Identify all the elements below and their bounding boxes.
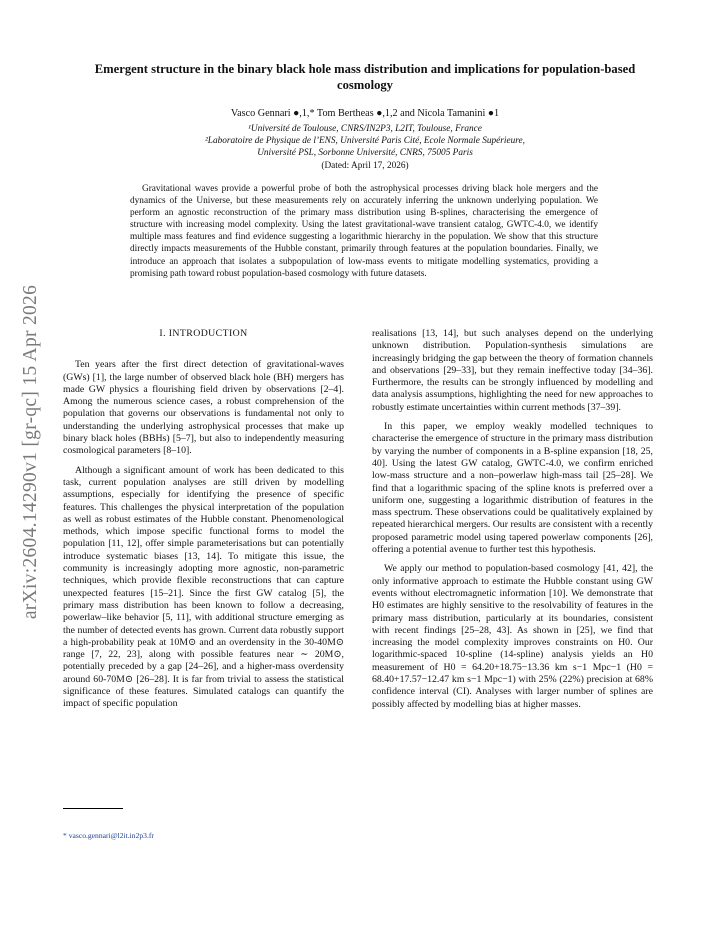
abstract: Gravitational waves provide a powerful probe of both the astrophysical processes driving black hole mergers and the dynamics of the Universe, but these measurements rely on accurately inferring the unknown underlying population. We perform an agnostic reconstruction of the primary mass distribution using B-splines, characterising the emergence of structure with increasing model complexity. Using the latest gravitational-wave transient catalog, GWTC-4.0, we identify multiple mass features and find evidence suggesting a logarithmic hierarchy in the population. We show that this structure directly impacts measurements of the Hubble constant, primarily through features at the population boundaries. Finally, we introduce an approach that isolates a subpopulation of low-mass events to mitigate modelling systematics, providing a promising path toward robust population-based cosmology with future datasets.: [130, 184, 598, 279]
intro-paragraph-2: Although a significant amount of work has been dedicated to this task, current population analyses are still driven by modelling assumptions, especially for identifying the presence of specific features. This challenges the physical interpretation of the population as well as robust estimates of the Hubble constant. Phenomenological methods, which impose specific functional forms to model the population [11, 12], offer simple parameterisations but can potentially introduce systematic biases [13, 14]. To mitigate this issue, the community is increasingly adopting more agnostic, non-parametric techniques, which provide flexible reconstructions that can capture unexpected features [15–21]. Since the first GW catalog [5], the primary mass distribution has been known to follow a decreasing, powerlaw–like behavior [5, 11], with additional structure emerging as the number of detected events has grown. Current data robustly support a high-probability peak at 10M⊙ and an overdensity in the 30-40M⊙ range [7, 22, 23], along with possible features near ∼ 20M⊙, potentially preceded by a gap [24–26], and a higher-mass overdensity around 60-70M⊙ [26–28]. It is far from trivial to assess the statistical significance of these features. Simulated catalogs can quantify the impact of specific population: [63, 464, 344, 710]
arxiv-stamp: [16, 262, 46, 642]
dated: (Dated: April 17, 2026): [321, 160, 409, 171]
affiliation-1: ¹Université de Toulouse, CNRS/IN2P3, L2IT, Toulouse, France: [248, 124, 482, 134]
right-column: [372, 328, 653, 718]
arxiv-stamp-text: arXiv:2604.14290v1 [gr-qc] 15 Apr 2026: [20, 284, 41, 620]
intro-paragraph-1: Ten years after the first direct detection of gravitational-waves (GWs) [1], the large number of observed black hole (BH) mergers has made GW physics a flourishing field driven by observations [2–4]. Among the numerous science cases, a robust comprehension of the population that governs our observations is fundamental not only to understanding the underlying astrophysical processes that make up binary black holes (BBHs) [5–7], but also to independently measuring cosmological parameters [8–10].: [63, 359, 344, 457]
affiliation-2: ²Laboratoire de Physique de l’ENS, Université Paris Cité, Ecole Normale Supérieure,: [205, 136, 525, 147]
author-list: Vasco Gennari ●,1,* Tom Bertheas ●,1,2 and Nicola Tamanini ●1: [230, 108, 500, 119]
intro-paragraph-5: We apply our method to population-based cosmology [41, 42], the only informative approach to estimate the Hubble constant using GW events without electromagnetic information [10]. We demonstrate that H0 estimates are highly sensitive to the resolvability of features in the primary mass distribution, particularly at its boundaries, consistent with recent findings [25–28, 43]. As shown in [25], we find that increasing the model complexity improves constraints on H0. Our logarithmic-spaced 10-spline (14-spline) analysis yields an H0 measurement of H0 = 64.20+18.75−13.36 km s−1 Mpc−1 (H0 = 68.40+17.57−12.47 km s−1 Mpc−1) with 25% (22%) precision at 68% confidence interval (CI). Analyses with larger number of splines are possibly affected by modelling bias at higher masses.: [372, 563, 653, 710]
left-column: [63, 328, 344, 718]
section-title: I. INTRODUCTION: [159, 328, 248, 339]
intro-paragraph-4: In this paper, we employ weakly modelled techniques to characterise the emergence of structure in the primary mass distribution by varying the number of components in a B-spline expansion [18, 25, 40]. Using the latest GW catalog, GWTC-4.0, we confirm enriched low-mass structure and a non–powerlaw high-mass tail [25–28]. We find that a logarithmic spacing of the spline knots is preferred over a uniform one, suggesting a logarithmic distribution of features in the mass spectrum. These observations could be qualitatively explained by repeated hierarchical mergers. Our results are consistent with a recently proposed parametric model using tapered powerlaw components [26], offering a potential avenue to further test this hypothesis.: [372, 421, 653, 556]
affiliation-2-cont: Université PSL, Sorbonne Université, CNRS, 75005 Paris: [257, 148, 473, 159]
footnote-rule: [63, 808, 123, 809]
footnote-area: [63, 808, 344, 840]
footnote-email[interactable]: * vasco.gennari@l2it.in2p3.fr: [63, 831, 154, 840]
affiliations: [70, 123, 660, 172]
paper-title: Emergent structure in the binary black hole mass distribution and implications for population-based cosmology: [94, 62, 636, 92]
intro-paragraph-3: realisations [13, 14], but such analyses depend on the underlying unknown distribution. Population-synthesis simulations are increasingly bridging the gap between the theory of formation channels and observations [29–33], but they remain ineffective today [34–36]. Furthermore, the results can be strongly influenced by modelling and data analysis assumptions, highlighting the need for new approaches to robustly estimate uncertainties within current methods [37–39].: [372, 328, 653, 413]
